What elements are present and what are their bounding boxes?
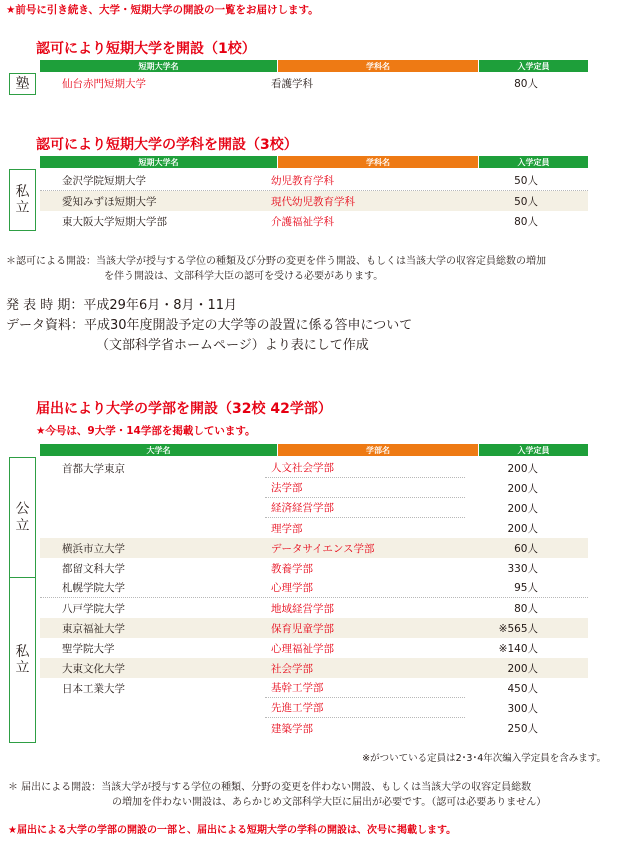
- dept-name: 現代幼児教育学科: [271, 195, 355, 208]
- note2: [8, 780, 531, 795]
- table-row: [40, 598, 588, 618]
- info-value-source: 平成30年度開設予定の大学等の設置に係る答申について: [84, 318, 413, 333]
- section2-table: [40, 171, 588, 231]
- dept-name: 人文社会学部: [265, 458, 465, 478]
- category-box-public: [9, 457, 36, 578]
- header-dept: 学部名: [278, 444, 478, 456]
- univ-name: 都留文科大学: [62, 562, 125, 575]
- table-row: [40, 518, 588, 538]
- dept-name: 地域経営学部: [271, 602, 334, 615]
- dept-name: 法学部: [265, 478, 465, 498]
- capacity: 200人: [507, 462, 538, 475]
- capacity: 80人: [514, 77, 538, 90]
- lead-text: ★前号に引き続き、大学・短期大学の開設の一覧をお届けします。: [6, 4, 319, 16]
- category-box-juku: [9, 73, 36, 95]
- capacity: 95人: [514, 582, 538, 594]
- univ-name: 横浜市立大学: [62, 542, 125, 555]
- table-row: [40, 618, 588, 638]
- univ-name: 札幌学院大学: [62, 582, 125, 594]
- dept-name: 社会学部: [271, 662, 313, 675]
- univ-name: 東大阪大学短期大学部: [62, 215, 167, 228]
- note1-label: ＊認可による開設：: [6, 256, 96, 267]
- dept-name: 心理福祉学部: [271, 642, 334, 655]
- table-row: [40, 638, 588, 658]
- univ-name: 聖学院大学: [62, 642, 115, 655]
- header-cap: 入学定員: [479, 156, 588, 168]
- dept-name: 保育児童学部: [271, 622, 334, 635]
- univ-name: 日本工業大学: [62, 682, 125, 695]
- note2-line1: 当該大学が授与する学位の種類、分野の変更を伴わない開設、もしくは当該大学の収容定員総数: [101, 782, 532, 793]
- category-box-private: [9, 169, 36, 231]
- category-label: 私立: [15, 643, 30, 676]
- dept-name: 経済経営学部: [265, 498, 465, 518]
- info-publish: [6, 296, 237, 315]
- dept-name: 基幹工学部: [265, 678, 465, 698]
- closing-note: ★届出による大学の学部の開設の一部と、届出による短期大学の学科の開設は、次号に掲載します。: [8, 825, 457, 836]
- univ-name: 首都大学東京: [62, 462, 125, 475]
- capacity: 450人: [507, 682, 538, 695]
- table-row: [40, 678, 588, 698]
- dept-name: 幼児教育学科: [271, 175, 334, 187]
- category-label: 私立: [15, 183, 30, 216]
- table-row: [40, 171, 588, 191]
- table-row: [40, 478, 588, 498]
- dept-name: 理学部: [271, 522, 303, 535]
- dept-name: データサイエンス学部: [271, 542, 375, 555]
- capacity: 50人: [514, 195, 538, 208]
- section3-table: [40, 458, 588, 738]
- category-label: 公立: [15, 501, 30, 534]
- capacity: 200人: [507, 522, 538, 535]
- info-label-source: データ資料：: [6, 318, 85, 333]
- table-row: [40, 558, 588, 578]
- dept-name: 介護福祉学科: [271, 215, 334, 228]
- info-label-period: 発 表 時 期：: [6, 298, 84, 313]
- table-row: [40, 538, 588, 558]
- note2-label: ＊ 届出による開設：: [8, 782, 102, 793]
- info-source-2: （文部科学省ホームページ）より表にして作成: [96, 338, 369, 353]
- table-row: [40, 458, 588, 478]
- header-univ: 短期大学名: [40, 156, 277, 168]
- dept-name: 先進工学部: [265, 698, 465, 718]
- capacity: 50人: [514, 175, 538, 187]
- capacity: 80人: [514, 215, 538, 228]
- section3-footnote: ※がついている定員は2･3･4年次編入学定員を含みます。: [362, 753, 606, 764]
- info-value-period: 平成29年6月・8月・11月: [83, 298, 238, 313]
- header-cap: 入学定員: [479, 60, 588, 72]
- section2-title: 認可により短期大学の学科を開設（3校）: [36, 137, 298, 153]
- section1-header: [40, 60, 588, 72]
- table-row: [40, 698, 588, 718]
- capacity: ※565人: [498, 622, 538, 635]
- table-row: [40, 498, 588, 518]
- capacity: 300人: [507, 702, 538, 715]
- univ-name: 大東文化大学: [62, 662, 125, 675]
- note1-line2: を伴う開設は、文部科学大臣の認可を受ける必要があります。: [104, 271, 384, 282]
- univ-name: 金沢学院短期大学: [62, 175, 146, 187]
- section3-title: 届出により大学の学部を開設（32校 42学部）: [36, 401, 332, 417]
- capacity: ※140人: [498, 642, 538, 655]
- header-dept: 学科名: [278, 156, 478, 168]
- capacity: 330人: [507, 562, 538, 575]
- univ-name: 八戸学院大学: [62, 602, 125, 615]
- table-row: [40, 73, 588, 93]
- capacity: 200人: [507, 482, 538, 495]
- header-dept: 学科名: [278, 60, 478, 72]
- section3-subnote: ★今号は、9大学・14学部を掲載しています。: [36, 425, 256, 437]
- section1-title: 認可により短期大学を開設（1校）: [36, 41, 256, 57]
- category-label: 塾: [15, 75, 30, 92]
- table-row: [40, 578, 588, 598]
- note1: [6, 254, 546, 269]
- dept-name: 建築学部: [271, 722, 313, 735]
- table-row: [40, 658, 588, 678]
- dept-name: 教養学部: [271, 562, 313, 575]
- category-box-private: [9, 578, 36, 743]
- dept-name: 心理学部: [271, 582, 313, 594]
- capacity: 60人: [514, 542, 538, 555]
- info-source: [6, 316, 412, 335]
- section1-table: [40, 73, 588, 93]
- univ-name: 仙台赤門短期大学: [62, 77, 146, 90]
- table-row: [40, 718, 588, 738]
- header-univ: 大学名: [40, 444, 277, 456]
- table-row: [40, 211, 588, 231]
- capacity: 80人: [514, 602, 538, 615]
- note1-line1: 当該大学が授与する学位の種類及び分野の変更を伴う開設、もしくは当該大学の収容定員総数の増加: [96, 256, 546, 267]
- section3-header: [40, 444, 588, 456]
- section2-header: [40, 156, 588, 168]
- dept-name: 看護学科: [271, 77, 313, 90]
- capacity: 200人: [507, 662, 538, 675]
- table-row: [40, 191, 588, 211]
- capacity: 250人: [507, 722, 538, 735]
- header-univ: 短期大学名: [40, 60, 277, 72]
- capacity: 200人: [507, 502, 538, 515]
- univ-name: 東京福祉大学: [62, 622, 125, 635]
- note2-line2: の増加を伴わない開設は、あらかじめ文部科学大臣に届出が必要です。（認可は必要ありません）: [112, 797, 547, 808]
- univ-name: 愛知みずほ短期大学: [62, 195, 157, 208]
- header-cap: 入学定員: [479, 444, 588, 456]
